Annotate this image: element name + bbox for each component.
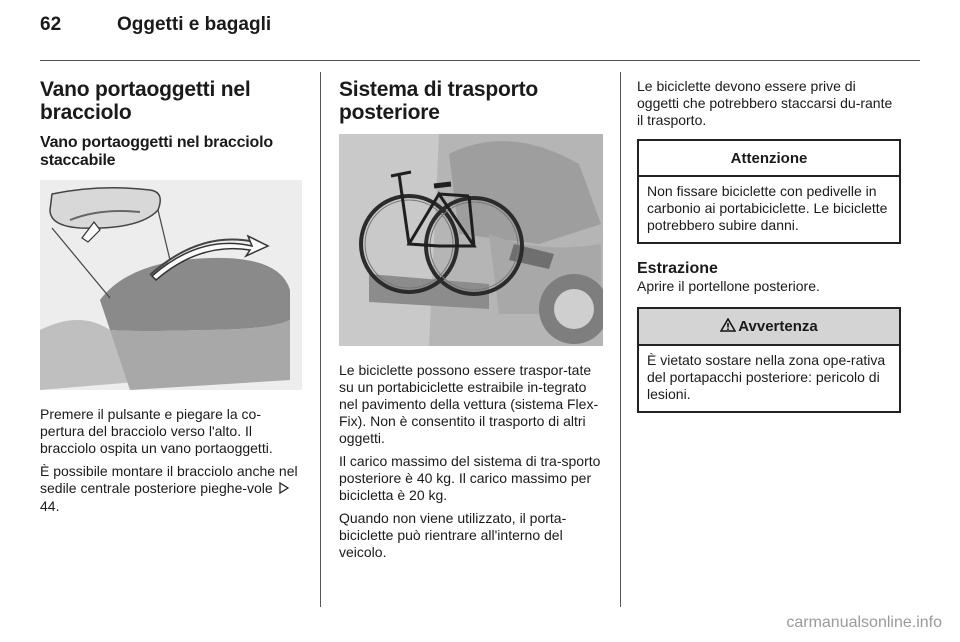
page-reference[interactable]: 44.	[40, 498, 60, 514]
column-divider-2	[620, 72, 621, 607]
armrest-illustration	[40, 180, 302, 390]
caution-text: Non fissare biciclette con pedivelle in carbonio ai portabiciclette. Le biciclette potrebbero subire danni.	[647, 183, 888, 233]
armrest-note	[40, 463, 302, 515]
column-carrier-continued	[637, 72, 901, 413]
warning-box	[637, 307, 901, 413]
section-heading-armrest: Vano portaoggetti nel bracciolo	[40, 78, 251, 124]
caution-title: Attenzione	[639, 141, 899, 177]
column-rear-carrier	[339, 72, 603, 567]
bike-carrier-illustration	[339, 134, 603, 346]
armrest-instruction: Premere il pulsante e piegare la co-pertura del bracciolo verso l'alto. Il bracciolo ospita un vano portaoggetti.	[40, 406, 273, 456]
column-divider-1	[320, 72, 321, 607]
bike-preparation-note: Le biciclette devono essere prive di oggetti che potrebbero staccarsi du-rante il trasporto.	[637, 78, 893, 128]
warning-title: Avvertenza	[738, 318, 818, 335]
header-divider	[40, 60, 920, 61]
subheading-removable-armrest: Vano portaoggetti nel bracciolo staccabile	[40, 134, 273, 169]
column-armrest	[40, 72, 302, 521]
extraction-heading: Estrazione	[637, 260, 718, 277]
carrier-max-load: Il carico massimo del sistema di tra-sporto posteriore è 40 kg. Il carico massimo per bicicletta è 20 kg.	[339, 453, 601, 503]
page-number: 62	[40, 14, 62, 35]
warning-triangle-icon	[720, 318, 736, 336]
carrier-description: Le biciclette possono essere traspor-tate su un portabiciclette estraibile in-tegrato nel pavimento della vettura (sistema Flex-Fix). Non è consentito il trasporto di altri oggetti.	[339, 362, 599, 446]
section-heading-rear-carrier: Sistema di trasporto posteriore	[339, 78, 539, 124]
armrest-note-text: È possibile montare il bracciolo anche nel sedile centrale posteriore pieghe-vole	[40, 463, 298, 496]
page-header	[40, 14, 920, 44]
warning-text: È vietato sostare nella zona ope-rativa del portapacchi posteriore: pericolo di lesioni.	[647, 352, 886, 402]
watermark: carmanualsonline.info	[786, 614, 942, 631]
caution-box	[637, 139, 901, 244]
page-reference-arrow-icon	[279, 481, 289, 498]
warning-header	[639, 309, 899, 346]
chapter-title: Oggetti e bagagli	[117, 14, 272, 35]
carrier-storage-note: Quando non viene utilizzato, il porta-biciclette può rientrare all'interno del veicolo.	[339, 510, 567, 560]
extraction-step: Aprire il portellone posteriore.	[637, 278, 820, 294]
